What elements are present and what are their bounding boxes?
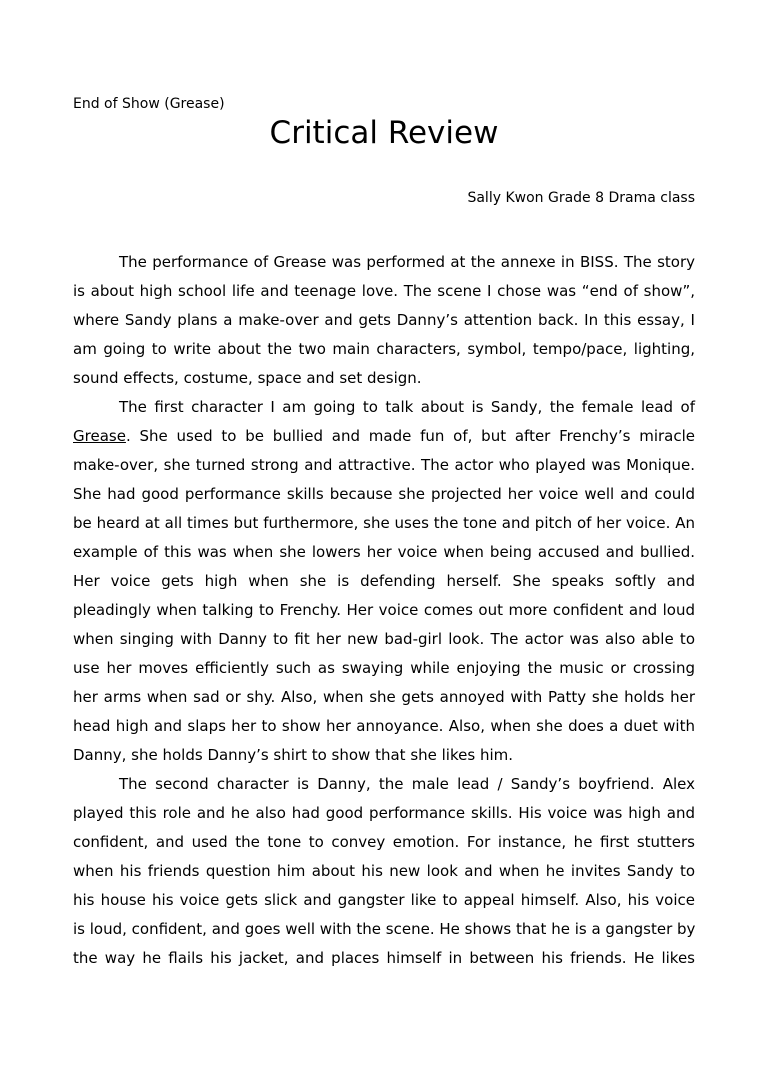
- essay-line: pleadingly when talking to Frenchy. Her voice comes out more confident and loud: [73, 601, 695, 619]
- essay-line: sound effects, costume, space and set design.: [73, 369, 422, 387]
- course-line: End of Show (Grease): [73, 96, 225, 112]
- essay-line: Her voice gets high when she is defending herself. She speaks softly and: [73, 572, 695, 590]
- page-title: Critical Review: [269, 115, 499, 151]
- essay-line: She had good performance skills because she projected her voice well and could: [73, 485, 695, 503]
- essay-line: is about high school life and teenage love. The scene I chose was “end of show”,: [73, 282, 695, 300]
- essay-line: the way he flails his jacket, and places himself in between his friends. He likes: [73, 949, 695, 967]
- essay-line: The performance of Grease was performed at the annexe in BISS. The story: [119, 253, 695, 271]
- essay-line: is loud, confident, and goes well with the scene. He shows that he is a gangster by: [73, 920, 696, 938]
- essay-line: use her moves efficiently such as swaying while enjoying the music or crossing: [73, 659, 695, 677]
- essay-line: Danny, she holds Danny’s shirt to show that she likes him.: [73, 746, 513, 764]
- essay-line: example of this was when she lowers her voice when being accused and bullied.: [73, 543, 695, 561]
- essay-line: make-over, she turned strong and attractive. The actor who played was Monique.: [73, 456, 695, 474]
- essay-line: his house his voice gets slick and gangster like to appeal himself. Also, his voice: [73, 891, 695, 909]
- essay-line-text: . She used to be bullied and made fun of, but after Frenchy’s miracle: [125, 427, 695, 445]
- essay-body: [73, 248, 695, 973]
- essay-line: head high and slaps her to show her annoyance. Also, when she does a duet with: [73, 717, 695, 735]
- essay-line: The second character is Danny, the male lead / Sandy’s boyfriend. Alex: [119, 775, 695, 793]
- essay-line: The first character I am going to talk about is Sandy, the female lead of: [119, 398, 695, 416]
- essay-line: confident, and used the tone to convey emotion. For instance, he first stutters: [73, 833, 695, 851]
- essay-line: her arms when sad or shy. Also, when she gets annoyed with Patty she holds her: [73, 688, 695, 706]
- essay-line: when his friends question him about his new look and when he invites Sandy to: [73, 862, 695, 880]
- essay-line: am going to write about the two main characters, symbol, tempo/pace, lighting,: [73, 340, 695, 358]
- author-byline: Sally Kwon Grade 8 Drama class: [467, 190, 695, 206]
- essay-line: where Sandy plans a make-over and gets Danny’s attention back. In this essay, I: [73, 311, 695, 329]
- grease-title-underlined: Grease: [73, 427, 126, 445]
- essay-line: when singing with Danny to fit her new bad-girl look. The actor was also able to: [73, 630, 695, 648]
- essay-line: played this role and he also had good performance skills. His voice was high and: [73, 804, 695, 822]
- essay-line: [73, 422, 695, 451]
- essay-line: be heard at all times but furthermore, she uses the tone and pitch of her voice. An: [73, 514, 695, 532]
